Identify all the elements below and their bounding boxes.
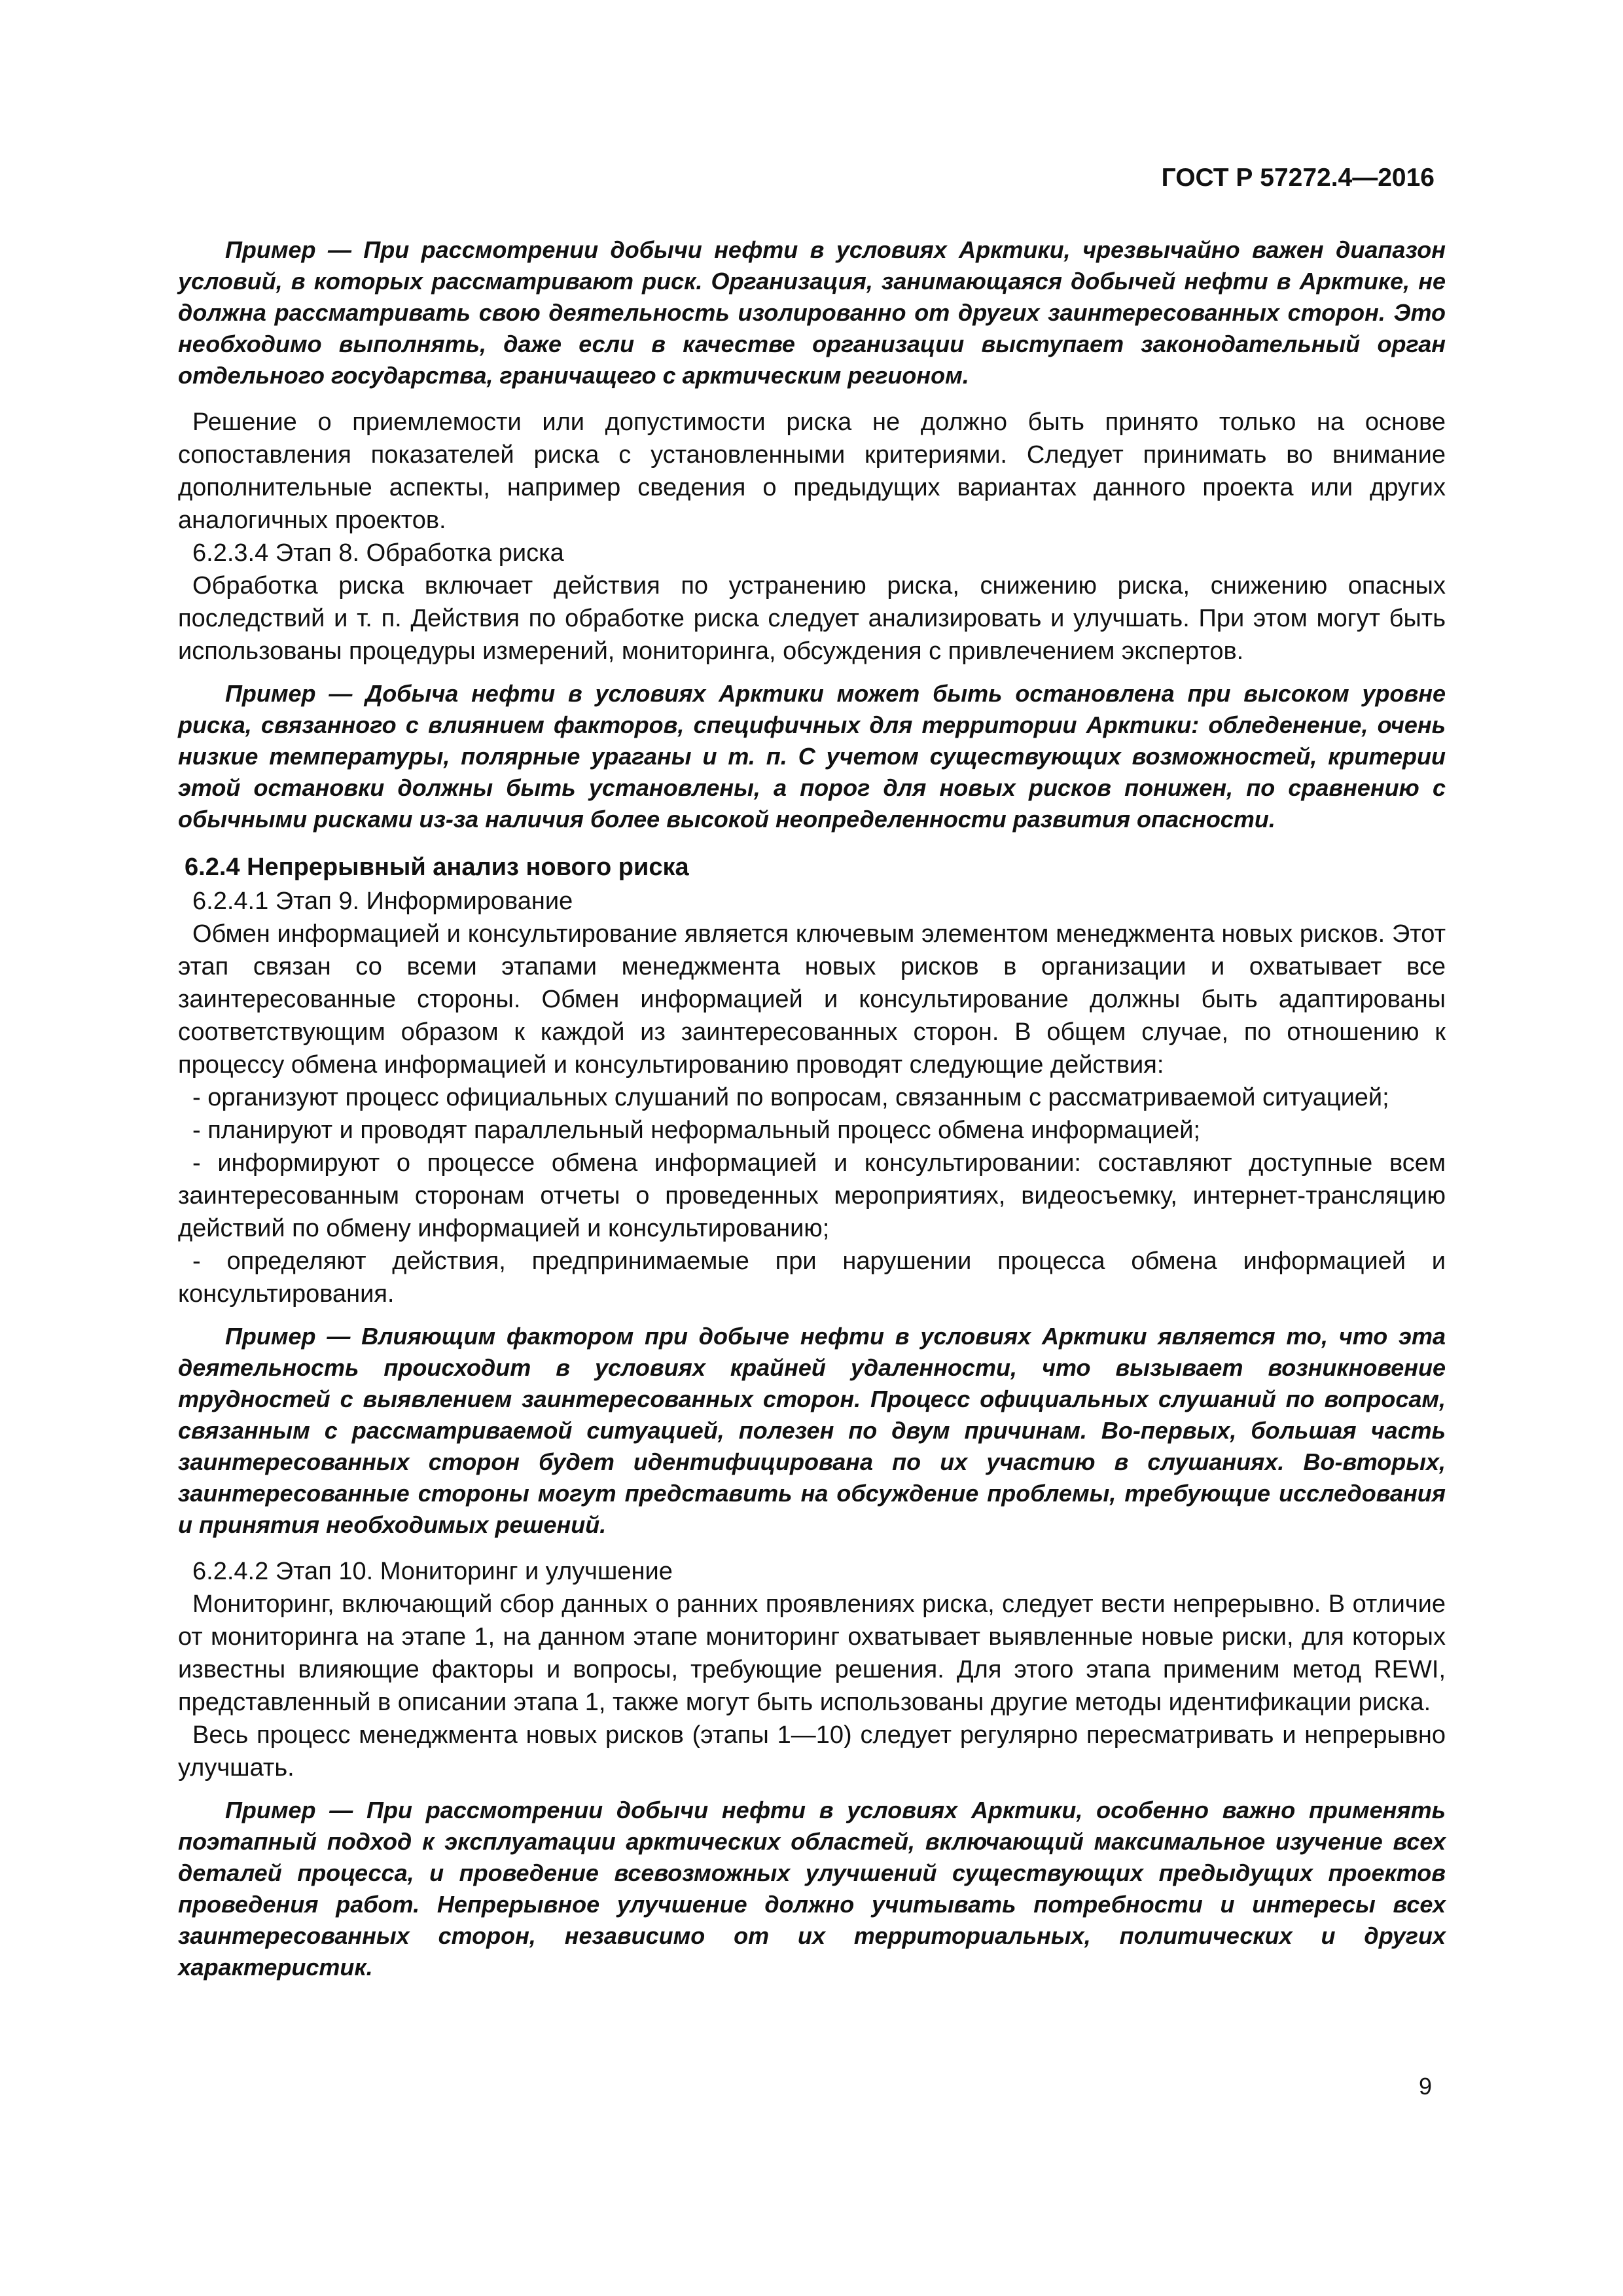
paragraph-informing: Обмен информацией и консультирование является ключевым элементом менеджмента новых рисков. Этот этап связан со всеми этапами менеджмента новых рисков в организации и охватывает все заинтересованные стороны. Обмен информацией и консультирование должны быть адаптированы соответствующим образом к каждой из заинтересованных сторон. В общем случае, по отношению к процессу обмена информацией и консультированию проводят следующие действия:	[178, 920, 1446, 1079]
example-note-2: Пример — Добыча нефти в условиях Арктики может быть остановлена при высоком уровне риска, связанного с влиянием факторов, специфичных для территории Арктики: обледенение, очень низкие температуры, полярные ураганы и т. п. С учетом существующих возможностей, критерии этой остановки должны быть установлены, а порог для новых рисков понижен, по сравнению с обычными рисками из-за наличия более высокой неопределенности развития опасности.	[178, 680, 1446, 833]
paragraph-risk-treatment: Обработка риска включает действия по устранению риска, снижению риска, снижению опасных последствий и т. п. Действия по обработке риска следует анализировать и улучшать. При этом могут быть использованы процедуры измерений, мониторинга, обсуждения с привлечением экспертов.	[178, 572, 1446, 665]
subsection-heading-6-2-3-4: 6.2.3.4 Этап 8. Обработка риска	[192, 539, 564, 567]
list-item: - информируют о процессе обмена информацией и консультировании: составляют доступные всем заинтересованным сторонам отчеты о проведенных мероприятиях, видеосъемку, интернет-трансляцию действий по обмену информацией и консультированию;	[178, 1149, 1446, 1242]
list-item: - организуют процесс официальных слушаний по вопросам, связанным с рассматриваемой ситуацией;	[192, 1084, 1389, 1111]
standard-number-header: ГОСТ Р 57272.4—2016	[1161, 164, 1435, 192]
section-heading-6-2-4: 6.2.4 Непрерывный анализ нового риска	[185, 853, 689, 881]
subsection-heading-6-2-4-2: 6.2.4.2 Этап 10. Мониторинг и улучшение	[192, 1558, 673, 1585]
list-item: - планируют и проводят параллельный неформальный процесс обмена информацией;	[192, 1117, 1201, 1144]
subsection-heading-6-2-4-1: 6.2.4.1 Этап 9. Информирование	[192, 888, 573, 915]
example-note-4: Пример — При рассмотрении добычи нефти в условиях Арктики, особенно важно применять поэтапный подход к эксплуатации арктических областей, включающий максимальное изучение всех деталей процесса, и проведение всевозможных улучшений существующих предыдущих проектов проведения работ. Непрерывное улучшение должно учитывать потребности и интересы всех заинтересованных сторон, независимо от их территориальных, политических и других характеристик.	[178, 1797, 1446, 1981]
example-note-3: Пример — Влияющим фактором при добыче нефти в условиях Арктики является то, что эта деятельность происходит в условиях крайней удаленности, что вызывает возникновение трудностей с выявлением заинтересованных сторон. Процесс официальных слушаний по вопросам, связанным с рассматриваемой ситуацией, полезен по двум причинам. Во-первых, большая часть заинтересованных сторон будет идентифицирована по их участию в слушаниях. Во-вторых, заинтересованные стороны могут представить на обсуждение проблемы, требующие исследования и принятия необходимых решений.	[178, 1323, 1446, 1538]
paragraph-monitoring: Мониторинг, включающий сбор данных о ранних проявлениях риска, следует вести непрерывно. В отличие от мониторинга на этапе 1, на данном этапе мониторинг охватывает выявленные новые риски, для которых известны влияющие факторы и вопросы, требующие решения. Для этого этапа применим метод REWI, представленный в описании этапа 1, также могут быть использованы другие методы идентификации риска.	[178, 1590, 1446, 1716]
example-note-1: Пример — При рассмотрении добычи нефти в условиях Арктики, чрезвычайно важен диапазон условий, в которых рассматривают риск. Организация, занимающаяся добычей нефти в Арктике, не должна рассматривать свою деятельность изолированно от других заинтересованных сторон. Это необходимо выполнять, даже если в качестве организации выступает законодательный орган отдельного государства, граничащего с арктическим регионом.	[178, 236, 1446, 389]
page-content	[178, 224, 1446, 1998]
list-item: - определяют действия, предпринимаемые при нарушении процесса обмена информацией и консультирования.	[178, 1247, 1446, 1308]
paragraph-process-review: Весь процесс менеджмента новых рисков (этапы 1—10) следует регулярно пересматривать и непрерывно улучшать.	[178, 1721, 1446, 1782]
paragraph-risk-acceptability: Решение о приемлемости или допустимости риска не должно быть принято только на основе сопоставления показателей риска с установленными критериями. Следует принимать во внимание дополнительные аспекты, например сведения о предыдущих вариантах данного проекта или других аналогичных проектов.	[178, 408, 1446, 534]
page-number: 9	[1418, 2073, 1432, 2100]
